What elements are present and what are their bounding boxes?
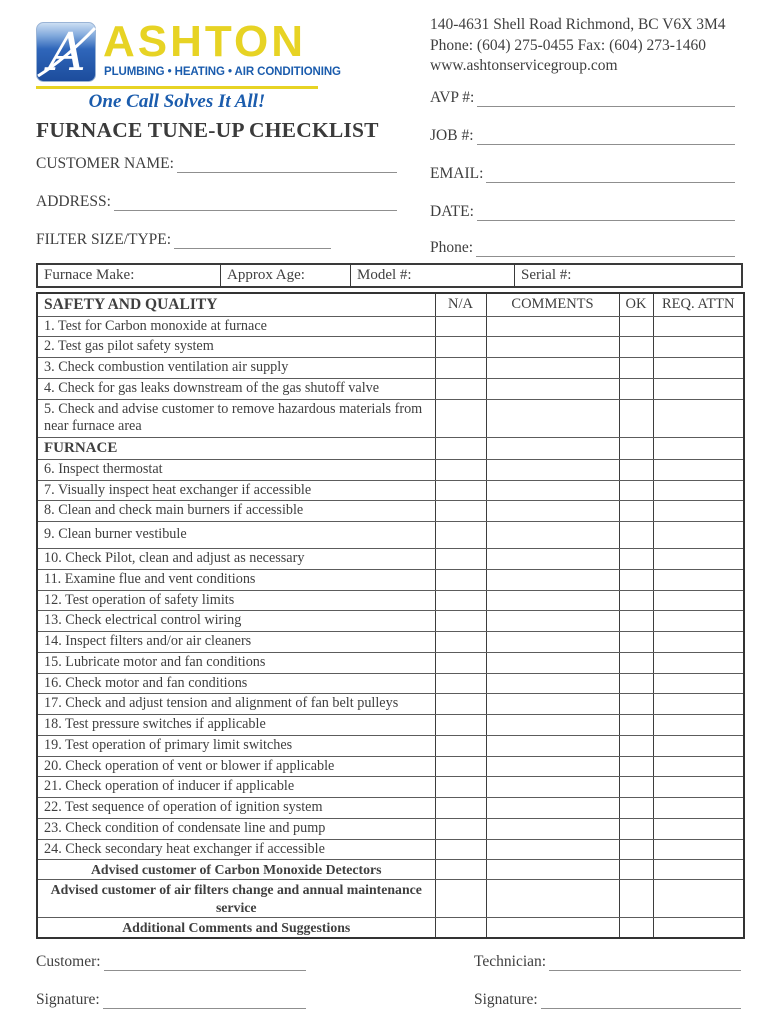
job-field [430, 127, 735, 145]
ok-cell[interactable] [619, 378, 653, 399]
na-cell[interactable] [435, 860, 486, 880]
na-cell[interactable] [435, 358, 486, 379]
checklist-row [37, 590, 744, 611]
customer-name-input-line[interactable] [177, 156, 397, 173]
checklist-row [37, 316, 744, 337]
na-cell[interactable] [435, 694, 486, 715]
req-attn-cell[interactable] [653, 756, 744, 777]
task-label: 8. Clean and check main burners if accessible [37, 501, 435, 522]
comments-cell[interactable] [486, 480, 619, 501]
checklist-row [37, 917, 744, 938]
ok-cell[interactable] [619, 316, 653, 337]
technician-field [474, 953, 741, 971]
task-label: 24. Check secondary heat exchanger if accessible [37, 839, 435, 860]
req-attn-cell[interactable] [653, 501, 744, 522]
checklist-row [37, 818, 744, 839]
task-label: Advised customer of Carbon Monoxide Detectors [37, 860, 435, 880]
comments-cell[interactable] [486, 777, 619, 798]
technician-signature-field [474, 991, 741, 1009]
checklist-row [37, 480, 744, 501]
na-cell[interactable] [435, 632, 486, 653]
req-attn-cell[interactable] [653, 480, 744, 501]
task-label: 16. Check motor and fan conditions [37, 673, 435, 694]
address-label: ADDRESS: [36, 193, 111, 210]
checklist-row [37, 569, 744, 590]
ok-cell[interactable] [619, 522, 653, 549]
task-label: 15. Lubricate motor and fan conditions [37, 652, 435, 673]
equipment-info-row [36, 263, 743, 288]
ok-cell[interactable] [619, 880, 653, 917]
na-cell[interactable] [435, 652, 486, 673]
customer-signature-line[interactable] [103, 992, 306, 1009]
phone-label: Phone: [430, 239, 474, 256]
req-attn-cell[interactable] [653, 880, 744, 917]
task-label: 9. Clean burner vestibule [37, 522, 435, 549]
na-cell[interactable] [435, 917, 486, 938]
header-safety-quality: SAFETY AND QUALITY [37, 293, 435, 316]
task-label: 3. Check combustion ventilation air supply [37, 358, 435, 379]
comments-cell[interactable] [486, 860, 619, 880]
na-cell[interactable] [435, 337, 486, 358]
model-number-cell[interactable]: Model #: [350, 265, 514, 286]
comments-cell[interactable] [486, 438, 619, 460]
checklist-row [37, 777, 744, 798]
task-label: 18. Test pressure switches if applicable [37, 715, 435, 736]
na-cell[interactable] [435, 480, 486, 501]
checklist-row [37, 735, 744, 756]
checklist-row [37, 798, 744, 819]
customer-input-line[interactable] [104, 954, 306, 971]
na-cell[interactable] [435, 438, 486, 460]
comments-cell[interactable] [486, 522, 619, 549]
task-label: 10. Check Pilot, clean and adjust as necessary [37, 549, 435, 570]
req-attn-cell[interactable] [653, 378, 744, 399]
comments-cell[interactable] [486, 399, 619, 438]
na-cell[interactable] [435, 569, 486, 590]
comments-cell[interactable] [486, 549, 619, 570]
na-cell[interactable] [435, 735, 486, 756]
checklist-row [37, 756, 744, 777]
job-label: JOB #: [430, 127, 474, 144]
checklist-table [36, 292, 745, 939]
task-label: 14. Inspect filters and/or air cleaners [37, 632, 435, 653]
comments-cell[interactable] [486, 818, 619, 839]
checklist-row [37, 673, 744, 694]
ok-cell[interactable] [619, 501, 653, 522]
req-attn-cell[interactable] [653, 522, 744, 549]
na-cell[interactable] [435, 522, 486, 549]
ok-cell[interactable] [619, 358, 653, 379]
na-cell[interactable] [435, 880, 486, 917]
req-attn-cell[interactable] [653, 590, 744, 611]
comments-cell[interactable] [486, 378, 619, 399]
req-attn-cell[interactable] [653, 611, 744, 632]
ok-cell[interactable] [619, 337, 653, 358]
comments-cell[interactable] [486, 632, 619, 653]
na-cell[interactable] [435, 399, 486, 438]
date-input-line[interactable] [477, 204, 735, 221]
task-label: 13. Check electrical control wiring [37, 611, 435, 632]
email-field [430, 165, 735, 183]
ok-cell[interactable] [619, 917, 653, 938]
ok-cell[interactable] [619, 777, 653, 798]
comments-cell[interactable] [486, 337, 619, 358]
header-comments: COMMENTS [486, 293, 619, 316]
na-cell[interactable] [435, 501, 486, 522]
ok-cell[interactable] [619, 694, 653, 715]
task-label: 20. Check operation of vent or blower if applicable [37, 756, 435, 777]
logo-monogram: A [48, 23, 86, 82]
task-label: 7. Visually inspect heat exchanger if accessible [37, 480, 435, 501]
task-label: FURNACE [37, 438, 435, 460]
approx-age-cell[interactable]: Approx Age: [220, 265, 350, 286]
ok-cell[interactable] [619, 611, 653, 632]
ok-cell[interactable] [619, 549, 653, 570]
ok-cell[interactable] [619, 590, 653, 611]
checklist-row [37, 611, 744, 632]
comments-cell[interactable] [486, 569, 619, 590]
checklist-row [37, 880, 744, 917]
checklist-row [37, 337, 744, 358]
na-cell[interactable] [435, 611, 486, 632]
na-cell[interactable] [435, 839, 486, 860]
req-attn-cell[interactable] [653, 569, 744, 590]
ok-cell[interactable] [619, 438, 653, 460]
date-field [430, 203, 735, 221]
ashton-logo-icon [36, 22, 96, 82]
brand-name: ASHTON [103, 17, 306, 66]
na-cell[interactable] [435, 378, 486, 399]
checklist-row [37, 694, 744, 715]
task-label: 2. Test gas pilot safety system [37, 337, 435, 358]
ok-cell[interactable] [619, 715, 653, 736]
na-cell[interactable] [435, 673, 486, 694]
ok-cell[interactable] [619, 459, 653, 480]
req-attn-cell[interactable] [653, 818, 744, 839]
comments-cell[interactable] [486, 459, 619, 480]
header-req-attn: REQ. ATTN [653, 293, 744, 316]
comments-cell[interactable] [486, 917, 619, 938]
comments-cell[interactable] [486, 880, 619, 917]
contact-website: www.ashtonservicegroup.com [430, 57, 618, 74]
ok-cell[interactable] [619, 399, 653, 438]
checklist-body [37, 316, 744, 938]
task-label: 22. Test sequence of operation of ignition system [37, 798, 435, 819]
comments-cell[interactable] [486, 756, 619, 777]
na-cell[interactable] [435, 316, 486, 337]
email-input-line[interactable] [486, 166, 735, 183]
ok-cell[interactable] [619, 798, 653, 819]
ok-cell[interactable] [619, 480, 653, 501]
contact-block [430, 15, 750, 77]
na-cell[interactable] [435, 590, 486, 611]
req-attn-cell[interactable] [653, 715, 744, 736]
req-attn-cell[interactable] [653, 694, 744, 715]
filter-size-label: FILTER SIZE/TYPE: [36, 231, 172, 248]
checklist-row [37, 860, 744, 880]
technician-signature-label: Signature: [474, 991, 538, 1008]
checklist-row [37, 522, 744, 549]
req-attn-cell[interactable] [653, 358, 744, 379]
ok-cell[interactable] [619, 673, 653, 694]
checklist-row [37, 652, 744, 673]
task-label: 17. Check and adjust tension and alignment of fan belt pulleys [37, 694, 435, 715]
task-label: 23. Check condition of condensate line and pump [37, 818, 435, 839]
customer-name-field [36, 155, 397, 173]
ok-cell[interactable] [619, 735, 653, 756]
req-attn-cell[interactable] [653, 673, 744, 694]
req-attn-cell[interactable] [653, 632, 744, 653]
contact-address: 140-4631 Shell Road Richmond, BC V6X 3M4 [430, 16, 726, 33]
avp-field [430, 89, 735, 107]
na-cell[interactable] [435, 715, 486, 736]
ok-cell[interactable] [619, 652, 653, 673]
req-attn-cell[interactable] [653, 337, 744, 358]
technician-label: Technician: [474, 953, 547, 970]
email-label: EMAIL: [430, 165, 484, 182]
req-attn-cell[interactable] [653, 438, 744, 460]
ok-cell[interactable] [619, 569, 653, 590]
furnace-make-cell[interactable]: Furnace Make: [44, 267, 135, 283]
req-attn-cell[interactable] [653, 459, 744, 480]
comments-cell[interactable] [486, 735, 619, 756]
avp-label: AVP #: [430, 89, 475, 106]
req-attn-cell[interactable] [653, 316, 744, 337]
checklist-row [37, 459, 744, 480]
customer-label: Customer: [36, 953, 101, 970]
req-attn-cell[interactable] [653, 652, 744, 673]
task-label: 5. Check and advise customer to remove hazardous materials from near furnace area [37, 399, 435, 438]
task-label: Advised customer of air filters change and annual maintenance service [37, 880, 435, 917]
comments-cell[interactable] [486, 839, 619, 860]
date-label: DATE: [430, 203, 474, 220]
checklist-row [37, 501, 744, 522]
filter-size-field [36, 231, 331, 249]
filter-size-input-line[interactable] [174, 232, 331, 249]
header-na: N/A [435, 293, 486, 316]
comments-cell[interactable] [486, 501, 619, 522]
ok-cell[interactable] [619, 632, 653, 653]
task-label: 12. Test operation of safety limits [37, 590, 435, 611]
checklist-row [37, 399, 744, 438]
task-label: 21. Check operation of inducer if applicable [37, 777, 435, 798]
customer-signature-field [36, 991, 306, 1009]
technician-signature-line[interactable] [541, 992, 741, 1009]
ok-cell[interactable] [619, 818, 653, 839]
checklist-row [37, 715, 744, 736]
req-attn-cell[interactable] [653, 839, 744, 860]
address-input-line[interactable] [114, 194, 397, 211]
req-attn-cell[interactable] [653, 798, 744, 819]
serial-number-cell[interactable]: Serial #: [514, 265, 741, 286]
req-attn-cell[interactable] [653, 777, 744, 798]
comments-cell[interactable] [486, 694, 619, 715]
na-cell[interactable] [435, 798, 486, 819]
task-label: Additional Comments and Suggestions [37, 917, 435, 938]
req-attn-cell[interactable] [653, 735, 744, 756]
req-attn-cell[interactable] [653, 549, 744, 570]
task-label: 19. Test operation of primary limit switches [37, 735, 435, 756]
checklist-row [37, 358, 744, 379]
address-field [36, 193, 397, 211]
na-cell[interactable] [435, 818, 486, 839]
req-attn-cell[interactable] [653, 860, 744, 880]
comments-cell[interactable] [486, 590, 619, 611]
comments-cell[interactable] [486, 798, 619, 819]
checklist-row [37, 839, 744, 860]
checklist-row [37, 378, 744, 399]
comments-cell[interactable] [486, 673, 619, 694]
ok-cell[interactable] [619, 839, 653, 860]
na-cell[interactable] [435, 549, 486, 570]
brand-tagline: One Call Solves It All! [88, 91, 266, 112]
customer-name-label: CUSTOMER NAME: [36, 155, 174, 172]
ok-cell[interactable] [619, 756, 653, 777]
customer-field [36, 953, 306, 971]
job-input-line[interactable] [477, 128, 736, 145]
page-title: FURNACE TUNE-UP CHECKLIST [36, 118, 379, 142]
brand-subtitle: PLUMBING • HEATING • AIR CONDITIONING [104, 66, 341, 78]
comments-cell[interactable] [486, 611, 619, 632]
req-attn-cell[interactable] [653, 917, 744, 938]
comments-cell[interactable] [486, 652, 619, 673]
na-cell[interactable] [435, 459, 486, 480]
task-label: 6. Inspect thermostat [37, 459, 435, 480]
task-label: 4. Check for gas leaks downstream of the gas shutoff valve [37, 378, 435, 399]
checklist-header-row [37, 293, 744, 316]
task-label: 11. Examine flue and vent conditions [37, 569, 435, 590]
comments-cell[interactable] [486, 358, 619, 379]
na-cell[interactable] [435, 756, 486, 777]
header-ok: OK [619, 293, 653, 316]
na-cell[interactable] [435, 777, 486, 798]
task-label: 1. Test for Carbon monoxide at furnace [37, 316, 435, 337]
brand-underline [36, 86, 318, 89]
avp-input-line[interactable] [477, 90, 735, 107]
checklist-row [37, 632, 744, 653]
req-attn-cell[interactable] [653, 399, 744, 438]
phone-input-line[interactable] [476, 240, 735, 257]
comments-cell[interactable] [486, 715, 619, 736]
technician-input-line[interactable] [549, 954, 741, 971]
customer-signature-label: Signature: [36, 991, 100, 1008]
comments-cell[interactable] [486, 316, 619, 337]
phone-field [430, 239, 735, 257]
checklist-row [37, 549, 744, 570]
contact-phone-fax: Phone: (604) 275-0455 Fax: (604) 273-1460 [430, 36, 706, 54]
ok-cell[interactable] [619, 860, 653, 880]
section-row [37, 438, 744, 460]
